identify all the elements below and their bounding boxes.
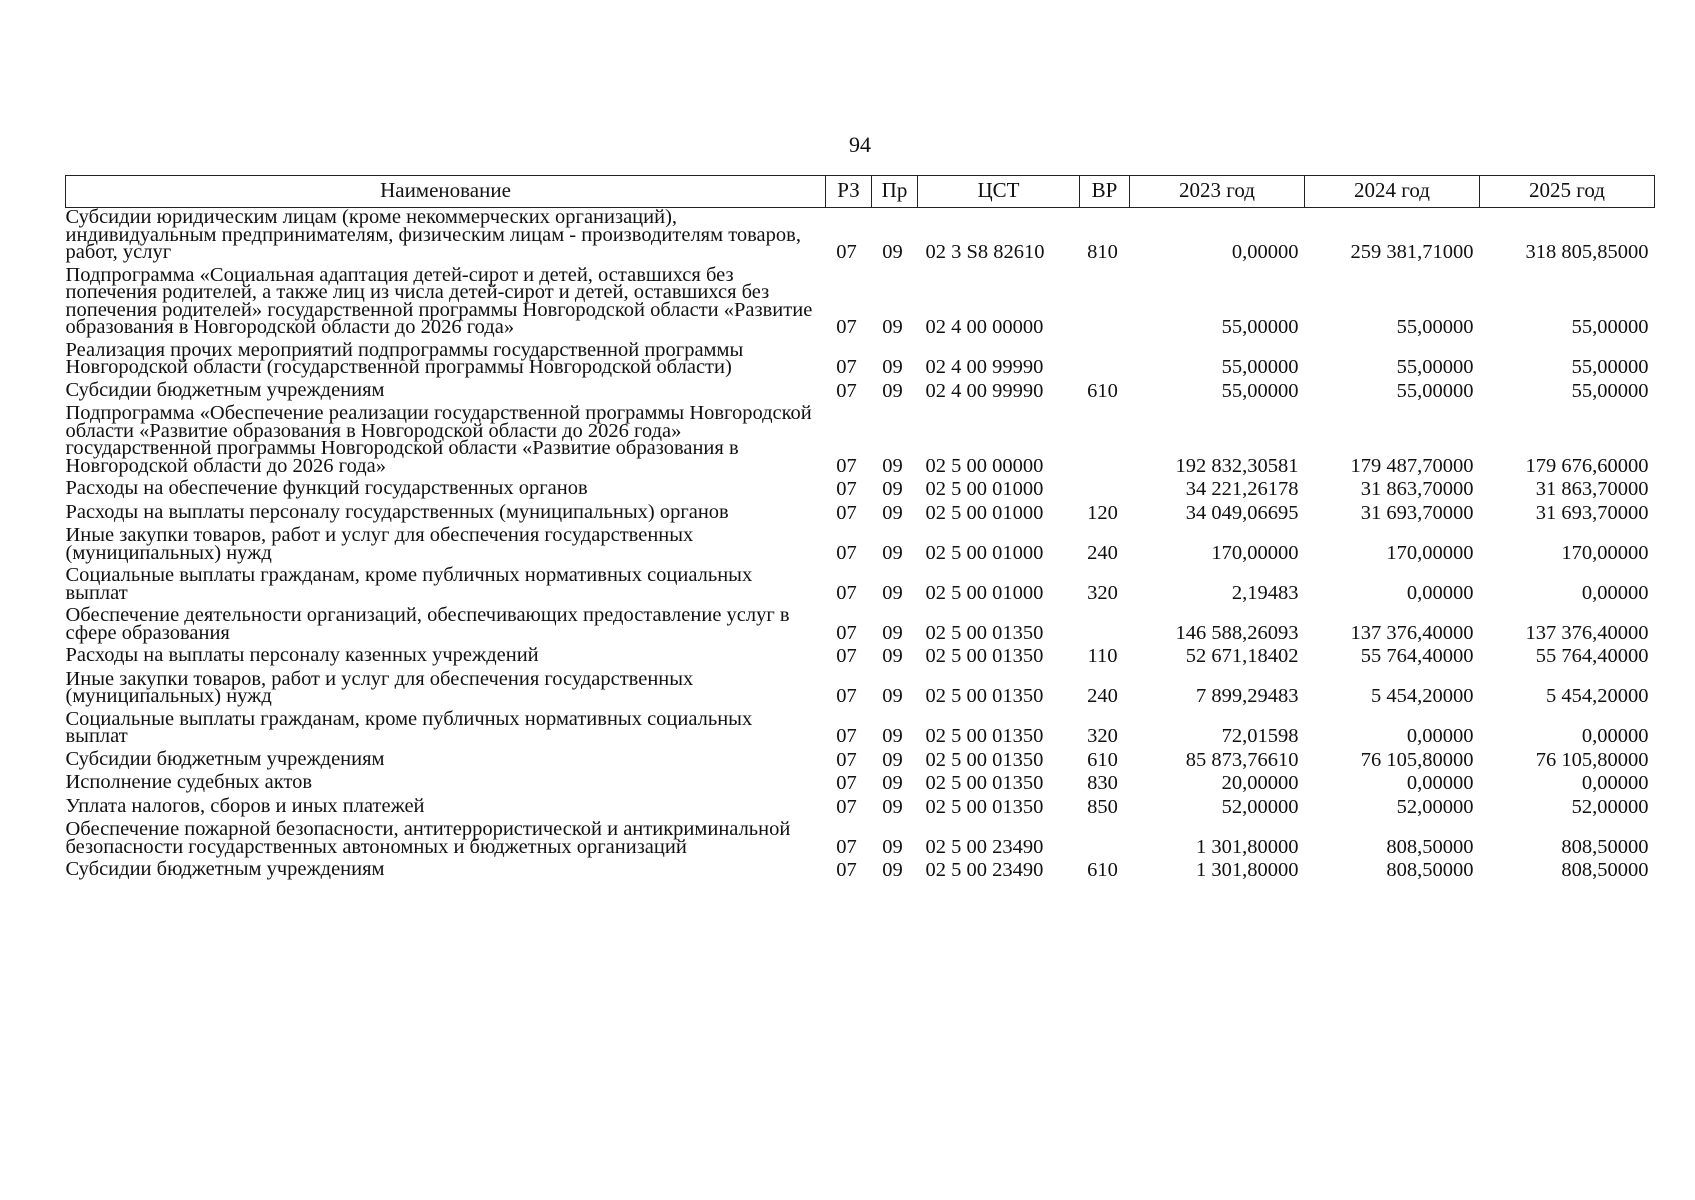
cell-2024: 55,00000: [1396, 379, 1474, 402]
cell-name: Обеспечение пожарной безопасности, антитеррористической и антикриминальной безопасности государственных автономных и бюджетных организаций: [65, 818, 791, 858]
cell-vr: 240: [1087, 541, 1118, 564]
cell-pr: 09: [882, 748, 903, 771]
cell-name: Иные закупки товаров, работ и услуг для обеспечения государственных (муниципальных) нужд: [65, 524, 694, 564]
cell-2024: 0,00000: [1406, 725, 1474, 747]
cell-2025: 31 863,70000: [1535, 478, 1649, 500]
cell-vr: [1080, 266, 1130, 341]
cell-2024: 259 381,71000: [1350, 241, 1474, 263]
cell-vr: 240: [1087, 685, 1118, 707]
header-vr: ВР: [1080, 176, 1130, 208]
cell-rz: 07: [836, 748, 857, 771]
cell-rz: 07: [836, 478, 857, 500]
cell-cst: 02 3 S8 82610: [925, 241, 1045, 263]
cell-name: Расходы на выплаты персоналу государственных (муниципальных) органов: [65, 500, 729, 523]
table-row: [66, 479, 1655, 503]
cell-2025: 0,00000: [1581, 725, 1649, 747]
cell-2023: 55,00000: [1221, 316, 1299, 338]
cell-2025: 31 693,70000: [1535, 501, 1649, 524]
table-row: [66, 860, 1655, 884]
cell-rz: 07: [836, 621, 857, 644]
table-row: [66, 341, 1655, 381]
cell-2025: 76 105,80000: [1535, 748, 1649, 771]
cell-2023: 85 873,76610: [1185, 748, 1299, 771]
cell-2024: 31 693,70000: [1360, 501, 1474, 524]
table-row: [66, 670, 1655, 710]
table-row: [66, 773, 1655, 797]
cell-pr: 09: [882, 859, 903, 881]
cell-rz: 07: [836, 241, 857, 263]
cell-rz: 07: [836, 725, 857, 747]
cell-rz: 07: [836, 645, 857, 667]
cell-rz: 07: [836, 581, 857, 604]
cell-2025: 179 676,60000: [1525, 454, 1649, 477]
cell-pr: 09: [882, 379, 903, 402]
cell-2024: 0,00000: [1406, 772, 1474, 794]
cell-name: Субсидии бюджетным учреждениям: [65, 858, 385, 880]
cell-2023: 192 832,30581: [1175, 454, 1299, 477]
cell-name: Обеспечение деятельности организаций, обеспечивающих предоставление услуг в сфере образования: [65, 604, 790, 644]
cell-pr: 09: [882, 621, 903, 644]
cell-rz: 07: [836, 379, 857, 402]
cell-name: Подпрограмма «Обеспечение реализации государственной программы Новгородской области «Развитие образования в Новгородской области до 2026 года» государственной программы Новгородской области «Развитие образования в Новгородской области до 2026 года»: [65, 402, 812, 477]
cell-cst: 02 5 00 01000: [925, 478, 1044, 500]
cell-name: Социальные выплаты гражданам, кроме публичных нормативных социальных выплат: [65, 707, 753, 747]
cell-vr: 320: [1087, 725, 1118, 747]
cell-vr: 850: [1087, 795, 1118, 818]
cell-2024: 808,50000: [1386, 835, 1474, 858]
cell-name: Социальные выплаты гражданам, кроме публичных нормативных социальных выплат: [65, 564, 753, 604]
cell-2023: 170,00000: [1211, 541, 1299, 564]
cell-2025: 318 805,85000: [1525, 241, 1649, 263]
cell-cst: 02 5 00 01350: [925, 772, 1044, 794]
cell-vr: 610: [1087, 859, 1118, 881]
cell-2023: 34 049,06695: [1185, 501, 1299, 524]
cell-cst: 02 5 00 01000: [925, 581, 1044, 604]
cell-name: Исполнение судебных актов: [65, 771, 313, 793]
budget-table: [65, 175, 1655, 884]
cell-pr: 09: [882, 581, 903, 604]
table-row: [66, 404, 1655, 479]
cell-2025: 55,00000: [1571, 379, 1649, 402]
cell-vr: 830: [1087, 772, 1118, 794]
cell-cst: 02 5 00 01000: [925, 501, 1044, 524]
table-row: [66, 566, 1655, 606]
cell-2025: 55 764,40000: [1535, 645, 1649, 667]
cell-rz: 07: [836, 356, 857, 378]
table-body: [66, 208, 1655, 884]
cell-pr: 09: [882, 454, 903, 477]
cell-2024: 137 376,40000: [1350, 621, 1474, 644]
cell-rz: 07: [836, 501, 857, 524]
header-cst: ЦСТ: [918, 176, 1080, 208]
cell-vr: [1080, 404, 1130, 479]
cell-2024: 76 105,80000: [1360, 748, 1474, 771]
table-row: [66, 797, 1655, 821]
cell-rz: 07: [836, 772, 857, 794]
cell-name: Расходы на обеспечение функций государственных органов: [65, 477, 588, 499]
header-name: Наименование: [66, 176, 826, 208]
cell-cst: 02 5 00 01350: [925, 621, 1044, 644]
cell-2024: 170,00000: [1386, 541, 1474, 564]
cell-rz: 07: [836, 316, 857, 338]
cell-cst: 02 5 00 01000: [925, 541, 1044, 564]
cell-2023: 55,00000: [1221, 356, 1299, 378]
header-pr: Пр: [872, 176, 918, 208]
cell-2025: 52,00000: [1571, 795, 1649, 818]
cell-pr: 09: [882, 316, 903, 338]
header-row: [66, 176, 1655, 208]
cell-name: Уплата налогов, сборов и иных платежей: [65, 794, 425, 817]
cell-name: Расходы на выплаты персоналу казенных учреждений: [65, 644, 539, 666]
cell-pr: 09: [882, 795, 903, 818]
table-row: [66, 526, 1655, 566]
cell-2023: 72,01598: [1221, 725, 1299, 747]
cell-rz: 07: [836, 859, 857, 881]
cell-2023: 55,00000: [1221, 379, 1299, 402]
cell-name: Субсидии бюджетным учреждениям: [65, 378, 385, 401]
cell-pr: 09: [882, 501, 903, 524]
cell-cst: 02 4 00 99990: [925, 356, 1044, 378]
cell-2024: 31 863,70000: [1360, 478, 1474, 500]
cell-2025: 170,00000: [1561, 541, 1649, 564]
table-header: [66, 176, 1655, 208]
cell-2023: 20,00000: [1221, 772, 1299, 794]
cell-2024: 808,50000: [1386, 859, 1474, 881]
cell-cst: 02 4 00 00000: [925, 316, 1044, 338]
cell-rz: 07: [836, 795, 857, 818]
table-row: [66, 606, 1655, 646]
cell-cst: 02 5 00 01350: [925, 795, 1044, 818]
cell-vr: 320: [1087, 581, 1118, 604]
header-2023: 2023 год: [1130, 176, 1305, 208]
cell-2023: 52,00000: [1221, 795, 1299, 818]
table-row: [66, 820, 1655, 860]
cell-pr: 09: [882, 356, 903, 378]
cell-cst: 02 5 00 00000: [925, 454, 1044, 477]
cell-vr: 110: [1087, 645, 1118, 667]
cell-pr: 09: [882, 541, 903, 564]
cell-rz: 07: [836, 835, 857, 858]
cell-cst: 02 5 00 01350: [925, 725, 1044, 747]
cell-cst: 02 5 00 23490: [925, 835, 1044, 858]
cell-2025: 808,50000: [1561, 835, 1649, 858]
cell-pr: 09: [882, 478, 903, 500]
cell-2023: 1 301,80000: [1196, 859, 1299, 881]
cell-2024: 55 764,40000: [1360, 645, 1474, 667]
table-row: [66, 750, 1655, 774]
table-row: [66, 208, 1655, 266]
cell-rz: 07: [836, 454, 857, 477]
cell-2024: 5 454,20000: [1371, 685, 1474, 707]
cell-2025: 808,50000: [1561, 859, 1649, 881]
cell-2024: 0,00000: [1406, 581, 1474, 604]
cell-2025: 55,00000: [1571, 316, 1649, 338]
table-row: [66, 266, 1655, 341]
cell-2023: 0,00000: [1231, 241, 1299, 263]
cell-rz: 07: [836, 685, 857, 707]
cell-pr: 09: [882, 685, 903, 707]
cell-vr: [1080, 820, 1130, 860]
page-number: 94: [849, 132, 871, 157]
cell-2024: 52,00000: [1396, 795, 1474, 818]
table-row: [66, 503, 1655, 527]
cell-pr: 09: [882, 835, 903, 858]
table-row: [66, 646, 1655, 670]
cell-2024: 179 487,70000: [1350, 454, 1474, 477]
cell-name: Субсидии бюджетным учреждениям: [65, 747, 385, 770]
cell-vr: [1080, 606, 1130, 646]
cell-vr: [1080, 479, 1130, 503]
cell-name: Субсидии юридическим лицам (кроме некоммерческих организаций), индивидуальным предпринимателям, физическим лицам - производителям товаров, работ, услуг: [65, 206, 801, 263]
cell-2023: 1 301,80000: [1196, 835, 1299, 858]
cell-2023: 146 588,26093: [1175, 621, 1299, 644]
cell-name: Подпрограмма «Социальная адаптация детей-сирот и детей, оставшихся без попечения родителей, а также лиц из числа детей-сирот и детей, оставшихся без попечения родителей» государственной программы Новгородской области «Развитие образования в Новгородской области до 2026 года»: [65, 263, 813, 338]
cell-name: Иные закупки товаров, работ и услуг для обеспечения государственных (муниципальных) нужд: [65, 667, 694, 707]
cell-cst: 02 5 00 01350: [925, 645, 1044, 667]
cell-2025: 137 376,40000: [1525, 621, 1649, 644]
cell-2025: 55,00000: [1571, 356, 1649, 378]
cell-pr: 09: [882, 645, 903, 667]
cell-pr: 09: [882, 772, 903, 794]
cell-cst: 02 5 00 23490: [925, 859, 1044, 881]
cell-vr: 610: [1087, 748, 1118, 771]
cell-2024: 55,00000: [1396, 356, 1474, 378]
cell-2024: 55,00000: [1396, 316, 1474, 338]
cell-2023: 7 899,29483: [1196, 685, 1299, 707]
cell-vr: 810: [1087, 241, 1118, 263]
cell-2025: 0,00000: [1581, 581, 1649, 604]
cell-cst: 02 5 00 01350: [925, 685, 1044, 707]
header-2024: 2024 год: [1305, 176, 1480, 208]
cell-2025: 0,00000: [1581, 772, 1649, 794]
cell-name: Реализация прочих мероприятий подпрограммы государственной программы Новгородской области (государственной программы Новгородской области): [65, 338, 744, 378]
table-row: [66, 381, 1655, 405]
header-rz: РЗ: [826, 176, 872, 208]
cell-vr: 120: [1087, 501, 1118, 524]
cell-2023: 2,19483: [1231, 581, 1299, 604]
table-row: [66, 710, 1655, 750]
cell-cst: 02 5 00 01350: [925, 748, 1044, 771]
cell-rz: 07: [836, 541, 857, 564]
cell-2025: 5 454,20000: [1546, 685, 1649, 707]
cell-pr: 09: [882, 241, 903, 263]
cell-vr: 610: [1087, 379, 1118, 402]
cell-vr: [1080, 341, 1130, 381]
cell-cst: 02 4 00 99990: [925, 379, 1044, 402]
cell-pr: 09: [882, 725, 903, 747]
header-2025: 2025 год: [1480, 176, 1655, 208]
cell-2023: 52 671,18402: [1185, 645, 1299, 667]
cell-2023: 34 221,26178: [1185, 478, 1299, 500]
